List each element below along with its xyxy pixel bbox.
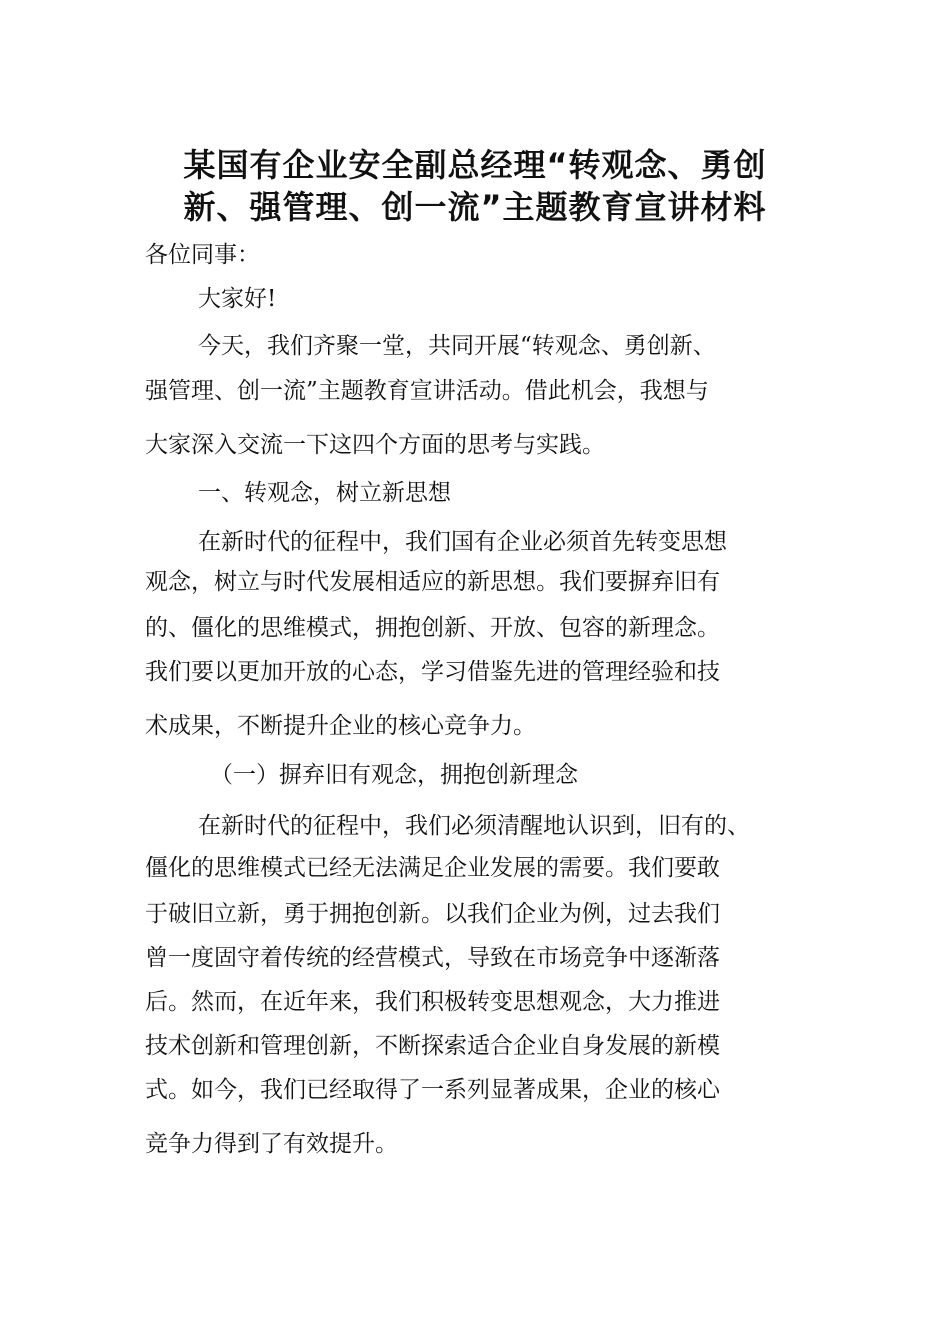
subsection1-line: 于破旧立新，勇于拥抱创新。以我们企业为例，过去我们 (145, 901, 720, 927)
subsection1-line: 曾一度固守着传统的经营模式，导致在市场竞争中逐渐落 (145, 945, 720, 971)
document-title-line-2: 新、强管理、创一流”主题教育宣讲材料 (183, 188, 767, 226)
subsection1-line: 在新时代的征程中，我们必须清醒地认识到，旧有的、 (198, 813, 750, 839)
salutation: 各位同事： (145, 242, 260, 268)
section1-line: 术成果，不断提升企业的核心竞争力。 (145, 713, 536, 739)
greeting: 大家好! (198, 286, 277, 312)
document-title-line-1: 某国有企业安全副总经理“转观念、勇创 (183, 146, 767, 184)
subsection1-line: 技术创新和管理创新，不断探索适合企业自身发展的新模 (145, 1033, 720, 1059)
section1-line: 在新时代的征程中，我们国有企业必须首先转变思想 (198, 529, 727, 555)
section1-line: 的、僵化的思维模式，拥抱创新、开放、包容的新理念。 (145, 615, 720, 641)
intro-line: 今天，我们齐聚一堂，共同开展“转观念、勇创新、 (198, 333, 716, 359)
section1-line: 我们要以更加开放的心态，学习借鉴先进的管理经验和技 (145, 659, 720, 685)
section1-heading: 一、转观念，树立新思想 (198, 480, 451, 506)
subsection1-line: 式。如今，我们已经取得了一系列显著成果，企业的核心 (145, 1077, 720, 1103)
intro-line: 大家深入交流一下这四个方面的思考与实践。 (145, 432, 605, 458)
subsection1-line: 后。然而，在近年来，我们积极转变思想观念，大力推进 (145, 989, 720, 1015)
subsection1-line: 竞争力得到了有效提升。 (145, 1131, 398, 1157)
subsection1-line: 僵化的思维模式已经无法满足企业发展的需要。我们要敢 (145, 855, 720, 881)
intro-line: 强管理、创一流”主题教育宣讲活动。借此机会，我想与 (145, 378, 709, 404)
section1-line: 观念，树立与时代发展相适应的新思想。我们要摒弃旧有 (145, 569, 720, 595)
subsection1-heading: （一）摒弃旧有观念，拥抱创新理念 (210, 762, 578, 788)
